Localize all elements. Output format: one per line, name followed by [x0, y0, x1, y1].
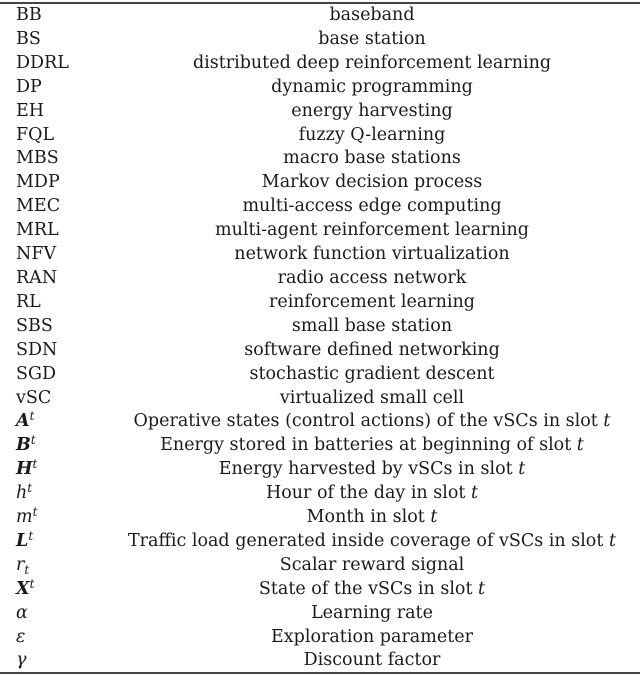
definition — [112, 506, 640, 530]
table-row — [0, 195, 640, 219]
symbol-base: L — [16, 530, 29, 551]
definition-text: Traffic load generated inside coverage of vSCs in slot — [128, 530, 609, 551]
definition — [112, 482, 640, 506]
definition-variable: t — [478, 578, 486, 599]
definition-text: Scalar reward signal — [279, 554, 465, 575]
table-row — [0, 387, 640, 411]
definition — [112, 649, 640, 673]
abbreviations-table — [0, 4, 640, 673]
definition-variable: t — [576, 435, 584, 456]
abbreviation: BS — [16, 28, 41, 49]
abbreviation: MRL — [16, 220, 59, 241]
definition-text: Learning rate — [311, 602, 433, 623]
definition — [112, 578, 640, 602]
table-row — [0, 291, 640, 315]
table-row — [0, 578, 640, 602]
table-row — [0, 219, 640, 243]
definition-variable: t — [430, 507, 438, 528]
symbol — [0, 434, 112, 458]
symbol-superscript: t — [30, 433, 36, 448]
definition — [112, 626, 640, 650]
definition-text: State of the vSCs in slot — [258, 578, 479, 599]
symbol-base: m — [16, 507, 33, 528]
symbol — [0, 626, 112, 650]
symbol — [0, 458, 112, 482]
table-row — [0, 171, 640, 195]
table-row — [0, 100, 640, 124]
table-row — [0, 243, 640, 267]
symbol-superscript: t — [28, 528, 34, 543]
definition-text: Hour of the day in slot — [265, 483, 471, 504]
definition-variable: t — [608, 530, 616, 551]
definition — [112, 410, 640, 434]
definition: stochastic gradient descent — [249, 363, 495, 384]
abbreviation: SBS — [16, 315, 53, 336]
symbol-superscript: t — [29, 409, 35, 424]
table-row — [0, 649, 640, 673]
symbol-base: α — [16, 602, 28, 623]
abbreviation: BB — [16, 5, 42, 25]
symbol-superscript: t — [27, 481, 33, 496]
definition: virtualized small cell — [279, 387, 465, 408]
symbol-base: X — [16, 578, 30, 599]
definition: energy harvesting — [291, 100, 453, 121]
symbol-superscript: t — [29, 576, 35, 591]
definition: base station — [318, 28, 426, 49]
abbreviation: RL — [16, 291, 41, 312]
definition-variable: t — [518, 459, 526, 480]
definition: radio access network — [277, 267, 467, 288]
definition: network function virtualization — [234, 244, 510, 265]
definition — [112, 530, 640, 554]
table-bottom-rule — [0, 672, 640, 674]
table-row — [0, 315, 640, 339]
definition-text: Operative states (control actions) of the vSCs in slot — [133, 411, 604, 432]
definition — [112, 602, 640, 626]
definition-variable: t — [603, 411, 611, 432]
table-row — [0, 147, 640, 171]
symbol-superscript: t — [32, 457, 38, 472]
definition: baseband — [329, 5, 415, 25]
symbol — [0, 530, 112, 554]
definition-text: Energy harvested by vSCs in slot — [218, 459, 519, 480]
abbreviation: MEC — [16, 196, 61, 217]
table-row — [0, 554, 640, 578]
table-row — [0, 339, 640, 363]
definition — [112, 458, 640, 482]
abbreviation: SDN — [16, 339, 58, 360]
table-row — [0, 602, 640, 626]
definition — [112, 554, 640, 578]
symbol — [0, 554, 112, 578]
table-row — [0, 76, 640, 100]
abbreviation: RAN — [16, 267, 58, 288]
definition: Markov decision process — [261, 172, 483, 193]
definition-variable: t — [470, 483, 479, 504]
symbol-base: B — [16, 435, 31, 456]
symbol-base: r — [16, 554, 25, 575]
abbreviation: DP — [16, 76, 42, 97]
definition-text: Exploration parameter — [271, 626, 473, 647]
abbreviation: SGD — [16, 363, 56, 384]
symbol-subscript: t — [24, 562, 30, 577]
symbol-base: A — [16, 411, 30, 432]
table-row — [0, 267, 640, 291]
definition: reinforcement learning — [268, 291, 476, 312]
definition-text: Month in slot — [306, 507, 431, 528]
symbol-base: H — [16, 459, 33, 480]
symbol — [0, 649, 112, 673]
table-row — [0, 506, 640, 530]
abbreviation: FQL — [16, 124, 55, 145]
symbol-base: ε — [16, 626, 26, 647]
table-row — [0, 4, 640, 28]
symbol-base: γ — [16, 650, 27, 671]
symbol — [0, 506, 112, 530]
symbol — [0, 578, 112, 602]
symbol-base: h — [16, 483, 28, 504]
definition: macro base stations — [283, 148, 461, 169]
table-row — [0, 410, 640, 434]
abbreviation: MBS — [16, 148, 59, 169]
table-row — [0, 434, 640, 458]
table-row — [0, 52, 640, 76]
definition: small base station — [291, 315, 453, 336]
table-row — [0, 626, 640, 650]
definition-text: Discount factor — [303, 650, 441, 671]
definition: dynamic programming — [271, 76, 473, 97]
abbreviation: MDP — [16, 172, 60, 193]
symbol — [0, 602, 112, 626]
table-row — [0, 530, 640, 554]
table-row — [0, 363, 640, 387]
table-row — [0, 28, 640, 52]
abbreviation: vSC — [16, 387, 52, 408]
definition-text: Energy stored in batteries at beginning of slot — [160, 435, 577, 456]
table-row — [0, 124, 640, 148]
definition: multi-agent reinforcement learning — [215, 220, 529, 241]
symbol — [0, 482, 112, 506]
definition: multi-access edge computing — [242, 196, 502, 217]
symbol — [0, 410, 112, 434]
table-row — [0, 458, 640, 482]
definition — [112, 434, 640, 458]
abbreviation: NFV — [16, 244, 57, 265]
definition: fuzzy Q-learning — [298, 124, 446, 145]
symbol-superscript: t — [32, 505, 38, 520]
definition: software defined networking — [244, 339, 500, 360]
definition: distributed deep reinforcement learning — [192, 52, 552, 73]
abbreviation: DDRL — [16, 52, 69, 73]
abbreviation: EH — [16, 100, 45, 121]
table-row — [0, 482, 640, 506]
